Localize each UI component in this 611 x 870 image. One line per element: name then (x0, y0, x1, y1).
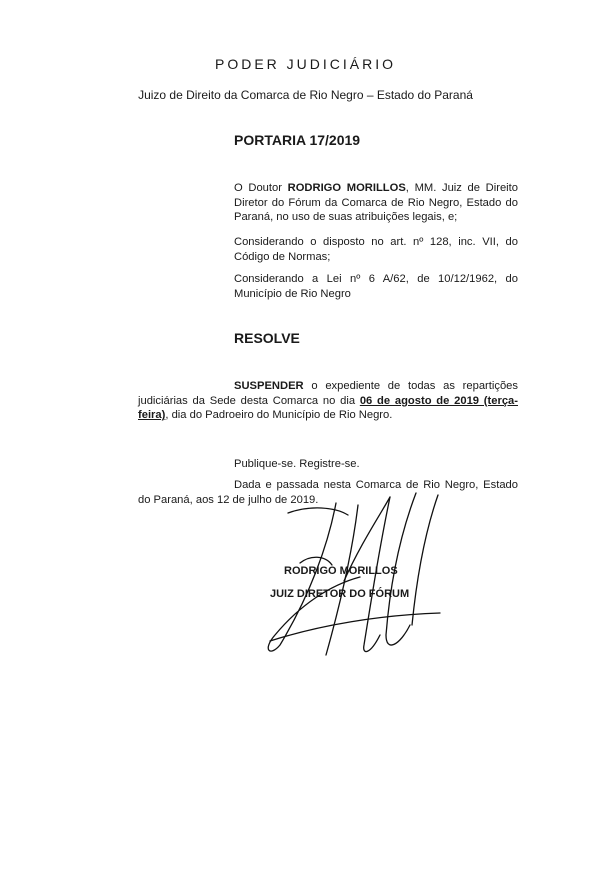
intro-line-2: Diretor do Fórum da Comarca de Rio Negro, Estado do (234, 196, 518, 209)
suspender-word: SUSPENDER (234, 380, 304, 392)
decision-paragraph (138, 379, 518, 423)
header-subtitle: Juizo de Direito da Comarca de Rio Negro – Estado do Paraná (138, 88, 473, 102)
intro-line-3: Paraná, no uso de suas atribuições legais, e; (234, 211, 458, 224)
judge-name: RODRIGO MORILLOS (287, 182, 406, 194)
dada-line-1: Dada e passada nesta Comarca de Rio Negro, Estado (234, 479, 518, 491)
header-title: PODER JUDICIÁRIO (214, 56, 396, 72)
intro-paragraph (234, 181, 518, 225)
consider-paragraph-2 (234, 272, 518, 301)
resolve-heading: RESOLVE (234, 330, 300, 346)
decision-line-3: feira), dia do Padroeiro do Município de Rio Negro. (138, 409, 393, 422)
consider-paragraph-1 (234, 235, 518, 264)
decision-line-1: SUSPENDER o expediente de todas as repartições (234, 380, 518, 392)
publique-line: Publique-se. Registre-se. (234, 458, 360, 470)
consider1-line-1: Considerando o disposto no art. nº 128, inc. VII, do (234, 236, 518, 248)
handwritten-signature-icon (240, 485, 460, 665)
holiday-date-cont: feira) (138, 409, 166, 422)
intro-line-1: O Doutor RODRIGO MORILLOS, MM. Juiz de Direito (234, 182, 518, 194)
consider2-line-1: Considerando a Lei nº 6 A/62, de 10/12/1962, do (234, 273, 518, 285)
dada-line-2: do Paraná, aos 12 de julho de 2019. (138, 493, 319, 506)
holiday-date: 06 de agosto de 2019 (terça- (359, 394, 518, 407)
portaria-title: PORTARIA 17/2019 (234, 132, 361, 148)
consider1-line-2: Código de Normas; (234, 250, 331, 263)
signatory-role: JUIZ DIRETOR DO FÓRUM (270, 588, 410, 600)
signatory-name: RODRIGO MORILLOS (284, 565, 398, 577)
decision-line-2: judiciárias da Sede desta Comarca no dia 06 de agosto de 2019 (terça- (138, 394, 518, 407)
consider2-line-2: Município de Rio Negro (234, 287, 351, 300)
